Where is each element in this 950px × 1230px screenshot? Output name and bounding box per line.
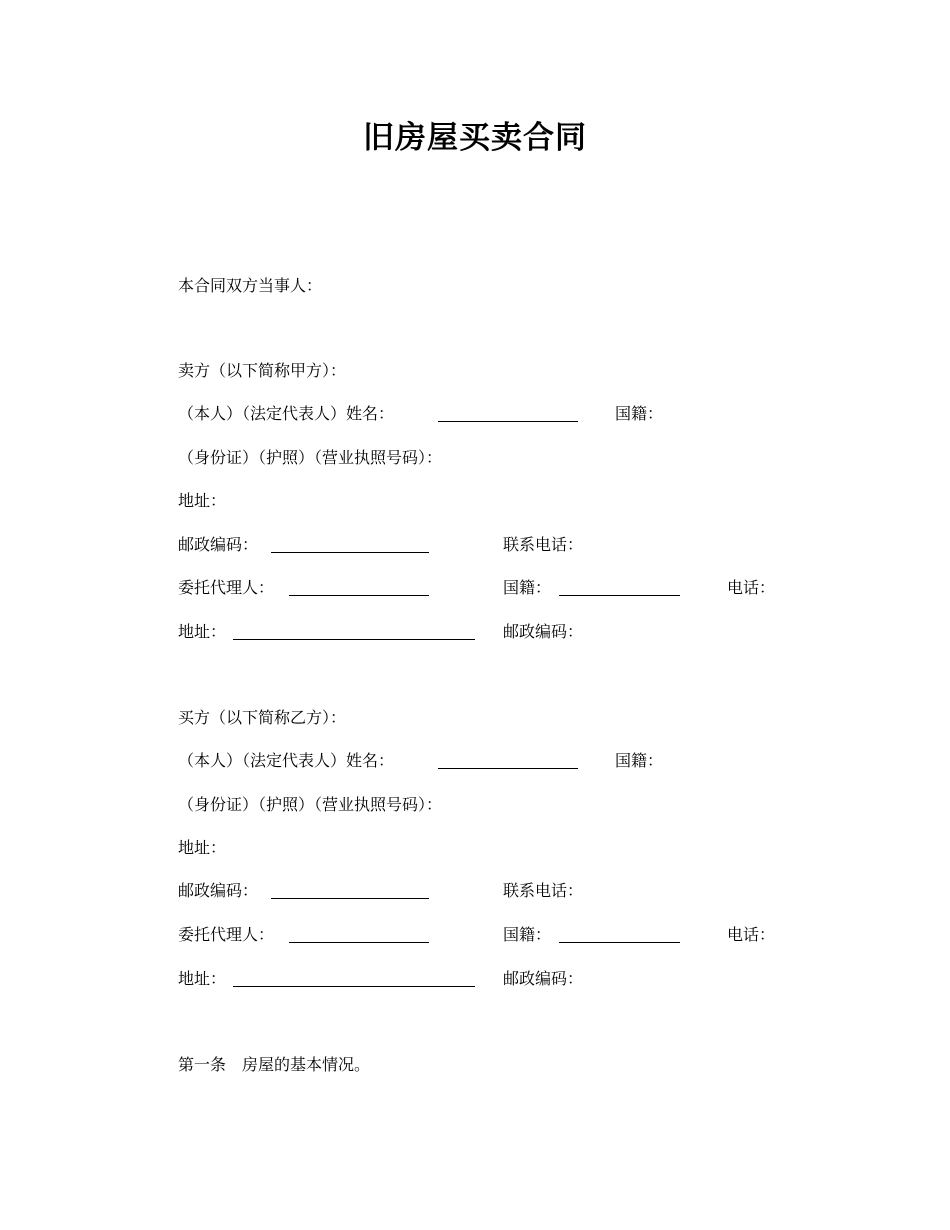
article-1-heading: 第一条 房屋的基本情况。 [178, 1055, 371, 1074]
buyer-id-label: （身份证）（护照）（营业执照号码）： [178, 795, 443, 814]
buyer-agent-nationality-blank[interactable] [559, 942, 680, 943]
document-title: 旧房屋买卖合同 [363, 120, 587, 156]
buyer-nationality-label: 国籍： [615, 751, 664, 770]
buyer-agent-postcode-label: 邮政编码： [503, 969, 584, 988]
buyer-agent-address-label: 地址： [178, 969, 227, 988]
seller-postcode-label: 邮政编码： [178, 535, 259, 554]
seller-address-label: 地址： [178, 491, 227, 510]
buyer-agent-label: 委托代理人： [178, 925, 275, 944]
buyer-agent-phone-label: 电话： [727, 925, 776, 944]
seller-agent-label: 委托代理人： [178, 578, 275, 597]
seller-id-label: （身份证）（护照）（营业执照号码）： [178, 448, 443, 467]
seller-agent-postcode-label: 邮政编码： [503, 622, 584, 641]
buyer-name-blank[interactable] [438, 768, 578, 769]
buyer-phone-label: 联系电话： [503, 881, 584, 900]
buyer-agent-blank[interactable] [289, 942, 429, 943]
seller-postcode-blank[interactable] [271, 552, 429, 553]
seller-heading: 卖方（以下简称甲方）： [178, 361, 347, 380]
buyer-name-label: （本人）（法定代表人）姓名： [178, 751, 395, 770]
seller-nationality-label: 国籍： [615, 404, 664, 423]
intro-text: 本合同双方当事人： [178, 276, 323, 295]
buyer-address-label: 地址： [178, 838, 227, 857]
seller-name-blank[interactable] [438, 421, 578, 422]
buyer-agent-nationality-label: 国籍： [503, 925, 552, 944]
seller-agent-nationality-blank[interactable] [559, 595, 680, 596]
seller-phone-label: 联系电话： [503, 535, 584, 554]
seller-agent-address-blank[interactable] [233, 639, 475, 640]
buyer-heading: 买方（以下简称乙方）： [178, 708, 347, 727]
seller-agent-nationality-label: 国籍： [503, 578, 552, 597]
seller-agent-address-label: 地址： [178, 622, 227, 641]
seller-name-label: （本人）（法定代表人）姓名： [178, 404, 395, 423]
seller-agent-phone-label: 电话： [727, 578, 776, 597]
buyer-postcode-blank[interactable] [271, 898, 429, 899]
buyer-postcode-label: 邮政编码： [178, 881, 259, 900]
seller-agent-blank[interactable] [289, 595, 429, 596]
buyer-agent-address-blank[interactable] [233, 986, 475, 987]
